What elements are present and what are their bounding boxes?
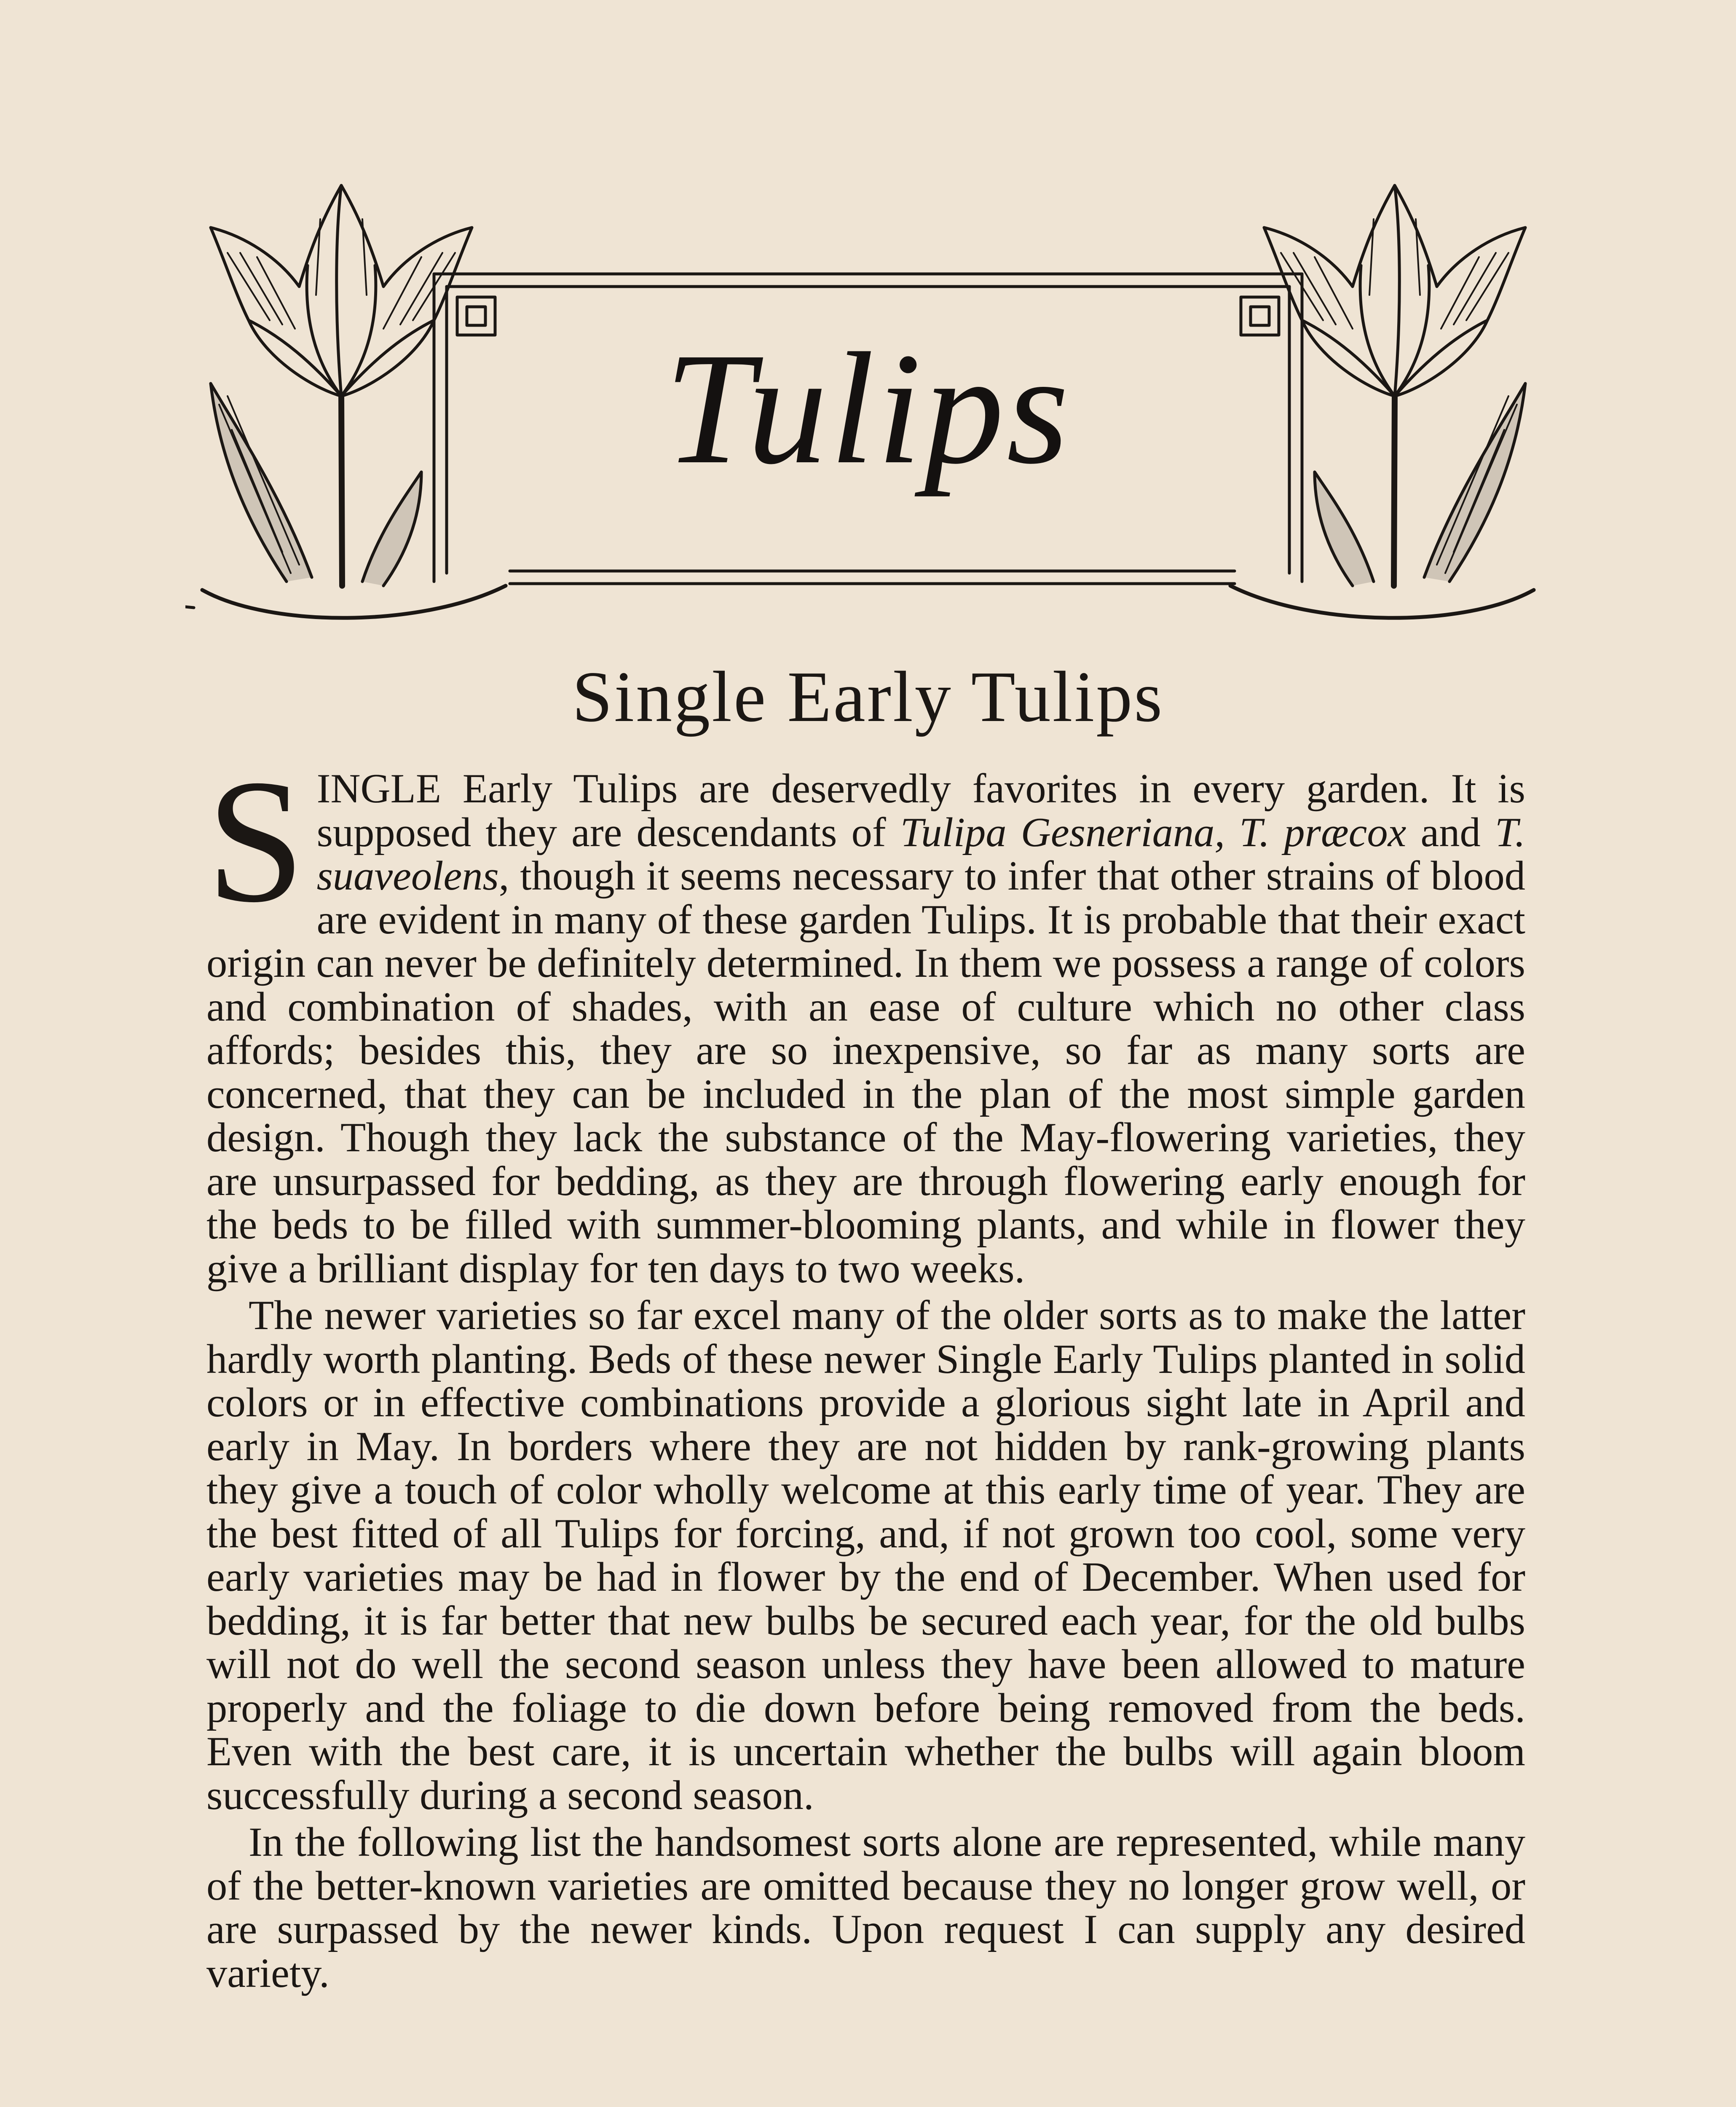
- paragraph-2: The newer varieties so far excel many of the older sorts as to make the latter hardly worth planting. Beds of these newer Single Early Tulips planted in solid colors or in effective combinations provide a glorious sight late in April and early in May. In borders where they are not hidden by rank-growing plants they give a touch of color wholly welcome at this early time of year. They are the best fitted of all Tulips for forcing, and, if not grown too cool, some very early varieties may be had in flower by the end of December. When used for bedding, it is far better that new bulbs be secured each year, for the old bulbs will not do well the second season unless they have been allowed to mature properly and the foliage to die down before being removed from the beds. Even with the best care, it is uncertain whether the bulbs will again bloom successfully during a second season.: [206, 1292, 1525, 1818]
- paragraph-3: In the following list the handsomest sorts alone are represented, while many of the better-known varieties are omitted because they no longer grow well, or are surpassed by the newer kinds. Upon request I can supply any desired variety.: [206, 1819, 1525, 1996]
- article-body: [206, 743, 1525, 1996]
- paragraph-1-text-a: INGLE Early Tulips are deservedly favorites in every garden. It is supposed they are descendants of: [316, 766, 1525, 855]
- species-name-italic: T. suaveolens: [316, 809, 1525, 899]
- paragraph-1-text-b: and: [1406, 809, 1495, 855]
- paragraph-1: [206, 743, 1525, 1292]
- paragraph-1-text-c: , though it seems necessary to infer that other strains of blood are evident in many of these garden Tulips. It is probable that their exact origin can never be definitely determined. In them we possess a range of colors and combination of shades, with an ease of culture which no other class affords; besides this, they are so inexpensive, so far as many sorts are concerned, that they can be included in the plan of the most simple garden design. Though they lack the substance of the May-flowering varieties, they are unsurpassed for bedding, as they are through flowering early enough for the beds to be filled with summer-blooming plants, and while in flower they give a brilliant display for ten days to two weeks.: [206, 853, 1525, 1292]
- page-title: Tulips: [664, 320, 1072, 497]
- species-names-italic: Tulipa Gesneriana, T. præcox: [900, 809, 1406, 855]
- section-heading: Single Early Tulips: [572, 657, 1164, 737]
- left-tulip-illustration: [185, 185, 506, 618]
- drop-cap: S: [206, 743, 305, 939]
- right-tulip-illustration: [1230, 185, 1534, 618]
